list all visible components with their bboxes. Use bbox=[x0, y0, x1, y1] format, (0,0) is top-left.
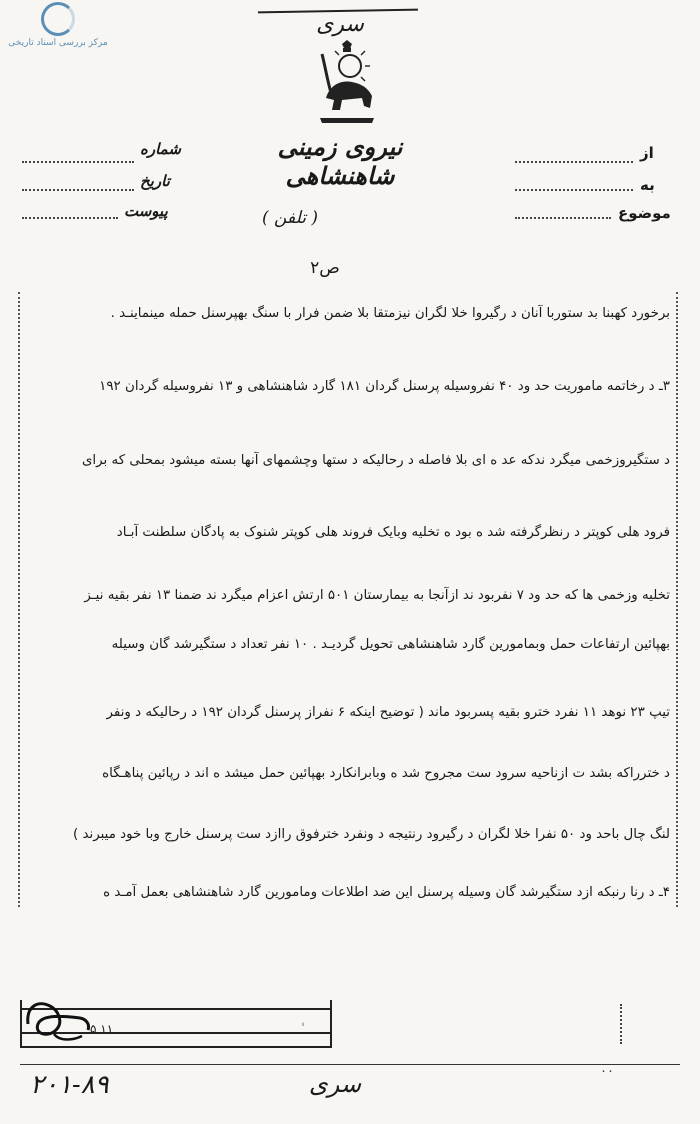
date-label: تاریخ bbox=[140, 172, 170, 190]
attachment-label: پیوست bbox=[124, 202, 168, 220]
stamp-digits: ۵ ۱۱ bbox=[90, 1022, 114, 1036]
document-number: ۲۰۱-۸۹ bbox=[30, 1070, 109, 1100]
classification-stamp-top bbox=[250, 6, 430, 40]
body-line-5: تخلیه وزخمی ها که حد ود ۷ نفربود ند ازآنجا به بیمارستان ۵۰۱ ارتش اعزام میگرد ند ضمنا ۱۳ نفر بقیه نیـز bbox=[84, 588, 670, 603]
body-line-10: ۴ـ د رنا رنبکه ازد ستگیرشد گان وسیله پرسنل این ضد اطلاعات ومامورین گارد شاهنشاهی بعمل آمـد ه bbox=[103, 885, 670, 900]
margin-line-left bbox=[18, 292, 20, 907]
archive-logo-icon bbox=[41, 2, 75, 36]
lion-and-sun-emblem-icon bbox=[312, 40, 382, 124]
page-title: نیروی زمینی شاهنشاهی bbox=[277, 132, 403, 190]
archive-logo-watermark bbox=[8, 2, 108, 62]
archive-watermark-text: مرکز بررسی اسناد تاریخی bbox=[8, 38, 108, 48]
margin-line-right bbox=[676, 292, 678, 907]
number-label: شماره bbox=[140, 140, 181, 158]
page-number: ص۲ bbox=[310, 258, 340, 278]
date-field bbox=[22, 188, 134, 191]
attachment-field bbox=[22, 216, 118, 219]
body-line-9: لنگ چال باحد ود ۵۰ نفرا خلا لگران د رگیرود رنتیجه د ونفرد خترفوق راازد ست پرسنل خارج وبا خود میبرند ) bbox=[72, 827, 670, 842]
body-line-7: تیپ ۲۳ نوهد ۱۱ نفرد خترو بقیه پسربود ماند ( توضیح اینکه ۶ نفراز پرسنل گردان ۱۹۲ د رحالیکه د ونفر bbox=[106, 705, 670, 720]
number-field bbox=[22, 160, 134, 163]
handwritten-signature-icon bbox=[24, 994, 94, 1046]
classification-bottom-text: سری bbox=[308, 1070, 362, 1098]
to-field bbox=[515, 188, 633, 191]
phone-field: ( تلفن ) bbox=[262, 208, 318, 228]
to-label: به bbox=[640, 176, 655, 194]
subject-label: موضوع bbox=[618, 204, 671, 222]
body-line-1: برخورد کهبنا بد ستوربا آنان د رگیروا خلا لگران نیزمتقا بلا ضمن فرار با سنگ بهپرسنل حمله مینماینـد . bbox=[110, 306, 670, 321]
from-field bbox=[515, 160, 633, 163]
body-line-8: د خترراکه بشد ت ازناحیه سرود ست مجروح شد ه وبابرانکارد بهپائین حمل میشد ه اند د رپائین پناهـگاه bbox=[102, 766, 670, 781]
subject-field bbox=[515, 216, 611, 219]
classification-top-text: سری bbox=[316, 12, 364, 37]
body-line-4: فرود هلی کوپتر د رنظرگرفته شد ه بود ه تخلیه وبایک فروند هلی کوپتر شنوک به پادگان سلطنت آبـاد bbox=[116, 525, 670, 540]
marginal-marks: ۰۰ bbox=[540, 1000, 670, 1110]
body-line-2: ۳ـ د رخاتمه ماموریت حد ود ۴۰ نفروسیله پرسنل گردان ۱۸۱ گارد شاهنشاهی و ۱۳ نفروسیله گردان ۱۹۲ bbox=[99, 379, 670, 394]
body-line-3: د ستگیروزخمی میگرد ندکه عد ه ای بلا فاصله د رحالیکه د ستها وچشمهای آنها بسته میشود بمحلی که برای bbox=[81, 453, 670, 468]
from-label: از bbox=[640, 144, 654, 162]
body-line-6: بهپائین ارتفاعات حمل وبمامورین گارد شاهنشاهی تحویل گردیـد . ۱۰ نفر تعداد د ستگیرشد گان وسیله bbox=[111, 637, 670, 652]
